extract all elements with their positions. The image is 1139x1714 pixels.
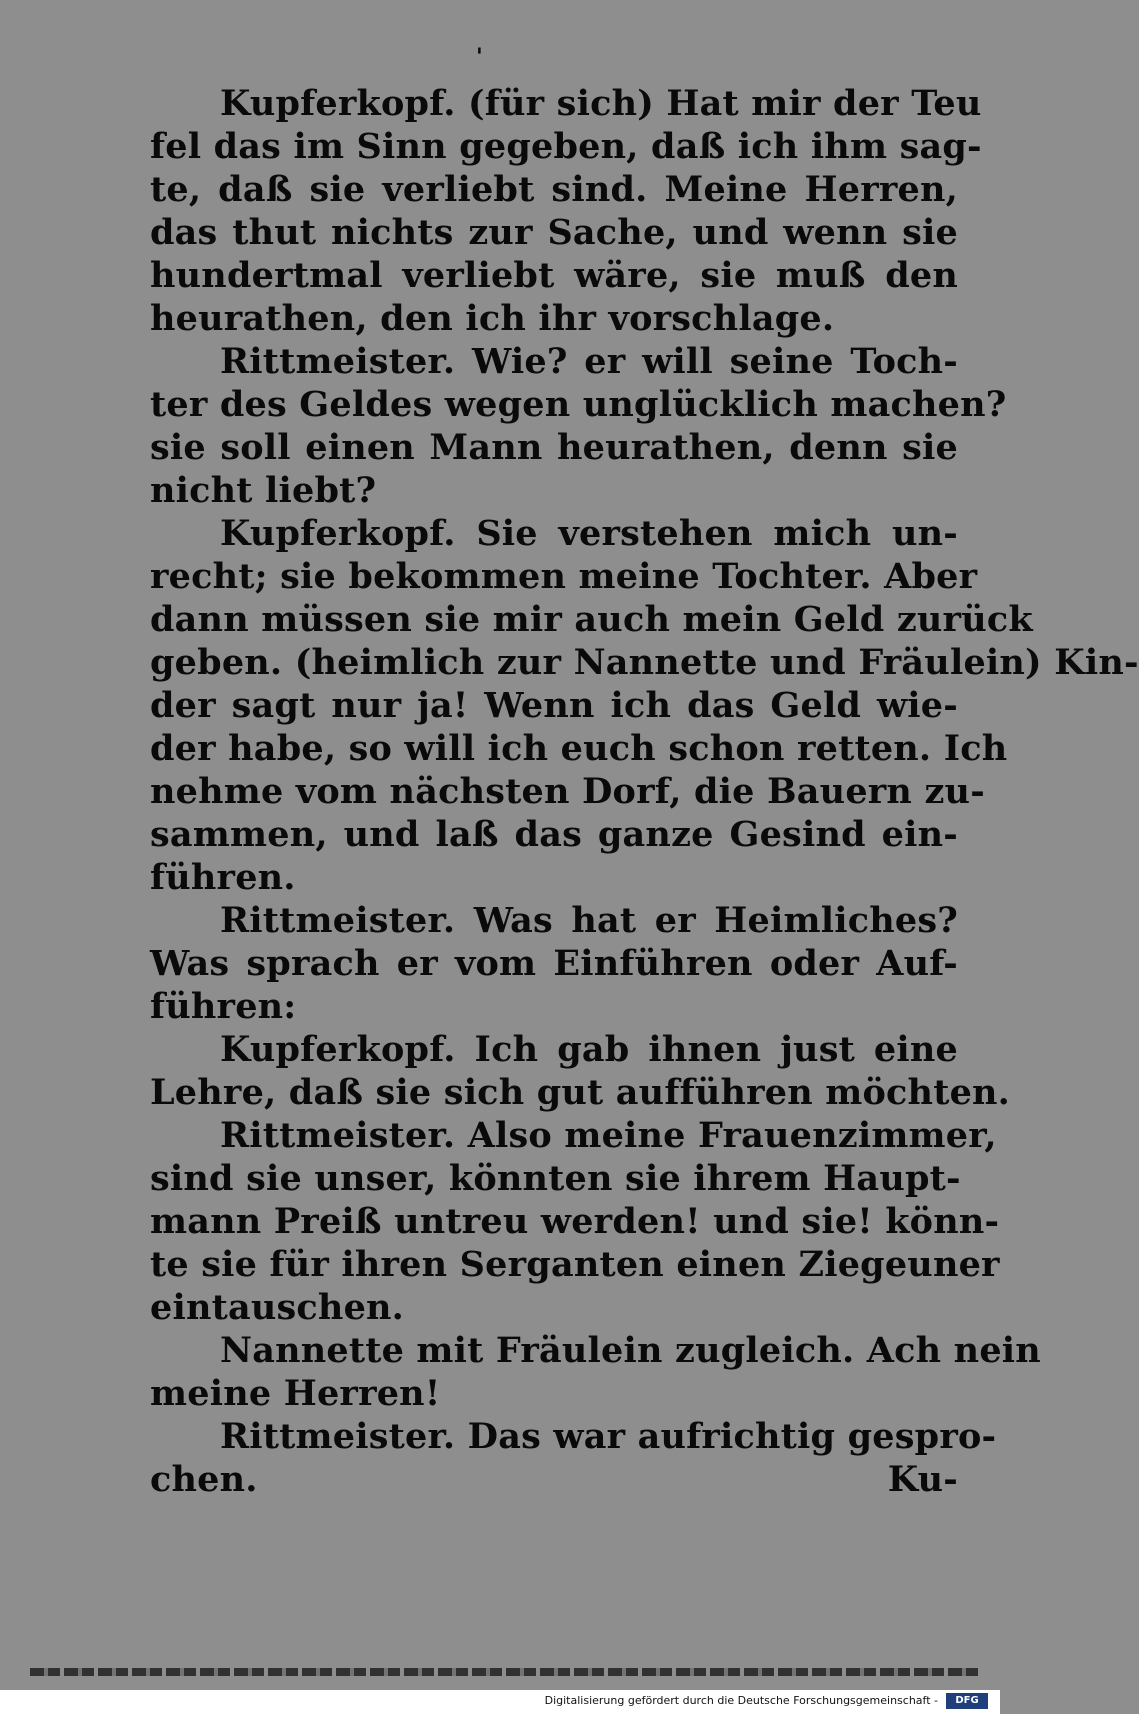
text-line: mann Preiß untreu werden! und sie! könn- (150, 1201, 1000, 1242)
text-line: Rittmeister. Was hat er Heimliches? (220, 900, 958, 941)
text-line: das thut nichts zur Sache, und wenn sie (150, 212, 958, 253)
text-line: fel das im Sinn gegeben, daß ich ihm sag- (150, 126, 982, 167)
text-line: meine Herren! (150, 1373, 441, 1414)
text-line: Kupferkopf. Ich gab ihnen just eine (220, 1029, 958, 1070)
text-line: Was sprach er vom Einführen oder Auf- (150, 943, 958, 984)
text-line: Kupferkopf. Sie verstehen mich un- (220, 513, 958, 554)
text-line: Lehre, daß sie sich gut aufführen möchten. (150, 1072, 1011, 1113)
text-line: sind sie unser, könnten sie ihrem Haupt- (150, 1158, 961, 1199)
dfg-logo: DFG (946, 1693, 988, 1709)
text-line: te, daß sie verliebt sind. Meine Herren, (150, 169, 958, 210)
text-line: Rittmeister. Also meine Frauenzimmer, (220, 1115, 997, 1156)
text-line: Nannette mit Fräulein zugleich. Ach nein (220, 1330, 1041, 1371)
digitization-footer (0, 1690, 1000, 1714)
text-line: Rittmeister. Das war aufrichtig gespro- (220, 1416, 997, 1457)
text-line: nicht liebt? (150, 470, 377, 511)
text-line: Rittmeister. Wie? er will seine Toch- (220, 341, 958, 382)
final-line-text: chen. (150, 1459, 258, 1500)
page-bottom-edge (30, 1668, 980, 1676)
text-line: heurathen, den ich ihr vorschlage. (150, 298, 835, 339)
text-line-final (150, 1458, 958, 1501)
text-line: führen: (150, 986, 297, 1027)
text-line: dann müssen sie mir auch mein Geld zurück (150, 599, 1033, 640)
text-line: eintauschen. (150, 1287, 405, 1328)
catchword: Ku- (887, 1459, 958, 1500)
text-line: te sie für ihren Serganten einen Ziegeuner (150, 1244, 1000, 1285)
text-line: der habe, so will ich euch schon retten. Ich (150, 728, 1008, 769)
text-line: sammen, und laß das ganze Gesind ein- (150, 814, 958, 855)
text-line: geben. (heimlich zur Nannette und Fräulein) Kin- (150, 642, 1139, 683)
text-line: sie soll einen Mann heurathen, denn sie (150, 427, 958, 468)
page-mark: ' (476, 44, 483, 70)
text-block (150, 82, 1139, 1501)
text-line: nehme vom nächsten Dorf, die Bauern zu- (150, 771, 985, 812)
text-line: der sagt nur ja! Wenn ich das Geld wie- (150, 685, 958, 726)
text-line: ter des Geldes wegen unglücklich machen? (150, 384, 1007, 425)
text-line: führen. (150, 857, 296, 898)
text-line: recht; sie bekommen meine Tochter. Aber (150, 556, 978, 597)
footer-credit: Digitalisierung gefördert durch die Deutsche Forschungsgemeinschaft - (544, 1694, 938, 1707)
text-line: Kupferkopf. (für sich) Hat mir der Teu (220, 83, 982, 124)
text-line: hundertmal verliebt wäre, sie muß den (150, 255, 958, 296)
